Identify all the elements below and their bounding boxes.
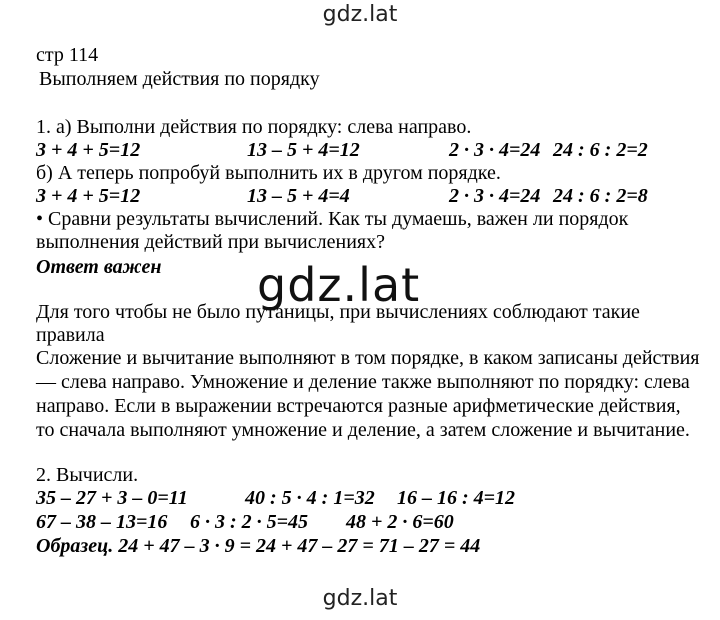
rules-line6: то сначала выполняют умножение и деление, а затем сложение и вычитание. <box>36 419 690 441</box>
task1-question-line1: • Сравни результаты вычислений. Как ты думаешь, важен ли порядок <box>36 208 629 230</box>
task1-b-text: б) А теперь попробуй выполнить их в другом порядке. <box>36 162 501 184</box>
task1-question-line2: выполнения действий при вычислениях? <box>36 231 385 253</box>
task2-row2-expr-3: 48 + 2 · 6=60 <box>346 511 454 533</box>
task1-a-text: 1. а) Выполни действия по порядку: слева направо. <box>36 116 472 138</box>
task1-a-expr-1: 3 + 4 + 5=12 <box>36 139 141 161</box>
task1-b-expr-4: 24 : 6 : 2=8 <box>553 185 648 207</box>
task2-row1-expr-3: 16 – 16 : 4=12 <box>397 487 516 509</box>
page-reference: стр 114 <box>36 44 99 66</box>
task1-b-expr-2: 13 – 5 + 4=4 <box>247 185 350 207</box>
task1-b-expr-3: 2 · 3 · 4=24 <box>449 185 541 207</box>
watermark-center: gdz.lat <box>257 258 421 312</box>
task1-b-expr-1: 3 + 4 + 5=12 <box>36 185 141 207</box>
task2-sample: Образец. 24 + 47 – 3 · 9 = 24 + 47 – 27 = 71 – 27 = 44 <box>36 535 481 557</box>
rules-line1: Для того чтобы не было путаницы, при вычислениях соблюдают такие <box>36 301 640 323</box>
task2-row1-expr-1: 35 – 27 + 3 – 0=11 <box>36 487 188 509</box>
rules-line4: — слева направо. Умножение и деление также выполняют по порядку: слева <box>36 371 690 393</box>
rules-line2: правила <box>36 324 105 346</box>
watermark-top: gdz.lat <box>322 2 398 27</box>
task1-a-expr-2: 13 – 5 + 4=12 <box>247 139 360 161</box>
task2-row2-expr-1: 67 – 38 – 13=16 <box>36 511 168 533</box>
page-title: Выполняем действия по порядку <box>39 68 320 90</box>
rules-line5: направо. Если в выражении встречаются разные арифметические действия, <box>36 395 681 417</box>
task2-row1-expr-2: 40 : 5 · 4 : 1=32 <box>245 487 375 509</box>
rules-line3: Сложение и вычитание выполняют в том порядке, в каком записаны действия <box>36 347 700 369</box>
task1-a-expr-3: 2 · 3 · 4=24 <box>449 139 541 161</box>
task1-answer: Ответ важен <box>36 256 162 278</box>
task1-a-expr-4: 24 : 6 : 2=2 <box>553 139 648 161</box>
task2-row2-expr-2: 6 · 3 : 2 · 5=45 <box>190 511 309 533</box>
task2-title: 2. Вычисли. <box>36 464 139 486</box>
watermark-bottom: gdz.lat <box>322 586 398 611</box>
